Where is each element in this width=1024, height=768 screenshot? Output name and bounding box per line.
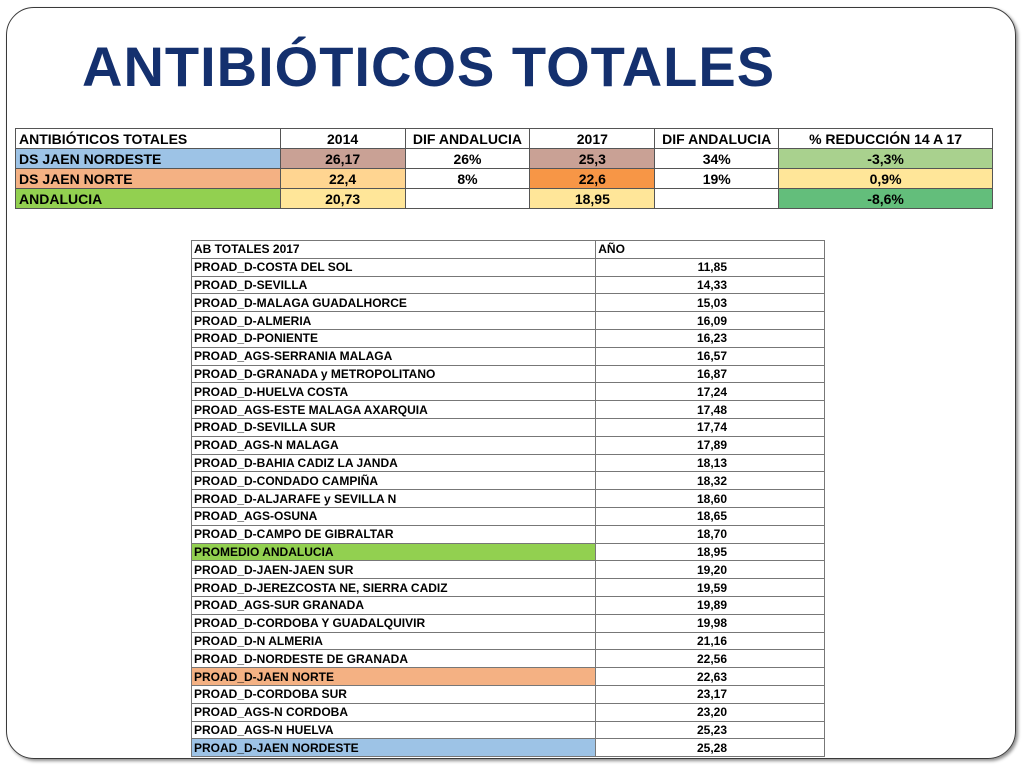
ranking-name: PROAD_D-N ALMERIA	[192, 632, 596, 650]
ranking-row	[192, 739, 825, 757]
ranking-value: 23,17	[596, 685, 825, 703]
summary-header-cell: DIF ANDALUCIA	[655, 129, 779, 149]
summary-cell: 26,17	[280, 149, 405, 169]
ranking-name: PROAD_D-BAHIA CADIZ LA JANDA	[192, 454, 596, 472]
ranking-value: 23,20	[596, 703, 825, 721]
ranking-name: PROAD_D-SEVILLA SUR	[192, 418, 596, 436]
ranking-value: 18,32	[596, 472, 825, 490]
summary-cell: 22,4	[280, 169, 405, 189]
ranking-name: PROAD_AGS-SERRANIA MALAGA	[192, 347, 596, 365]
ranking-name: PROAD_D-CORDOBA Y GUADALQUIVIR	[192, 614, 596, 632]
ranking-value: 16,87	[596, 365, 825, 383]
ranking-value: 22,56	[596, 650, 825, 668]
ranking-name: PROAD_D-ALMERIA	[192, 312, 596, 330]
ranking-header-cell: AB TOTALES 2017	[192, 241, 596, 259]
ranking-name: PROAD_D-CAMPO DE GIBRALTAR	[192, 525, 596, 543]
ranking-value: 14,33	[596, 276, 825, 294]
summary-cell: 20,73	[280, 189, 405, 209]
ranking-row	[192, 507, 825, 525]
ranking-name: PROAD_D-CORDOBA SUR	[192, 685, 596, 703]
ranking-row	[192, 650, 825, 668]
ranking-value: 11,85	[596, 258, 825, 276]
summary-cell: 19%	[655, 169, 779, 189]
ranking-header-row	[192, 241, 825, 259]
summary-header-cell: DIF ANDALUCIA	[405, 129, 530, 149]
summary-cell: 26%	[405, 149, 530, 169]
ranking-row	[192, 543, 825, 561]
ranking-row	[192, 365, 825, 383]
ranking-row	[192, 614, 825, 632]
summary-cell: 22,6	[530, 169, 655, 189]
summary-header-cell: 2017	[530, 129, 655, 149]
summary-row	[16, 189, 993, 209]
ranking-row	[192, 258, 825, 276]
summary-cell: 34%	[655, 149, 779, 169]
ranking-row	[192, 685, 825, 703]
ranking-value: 17,74	[596, 418, 825, 436]
ranking-value: 17,24	[596, 383, 825, 401]
ranking-row	[192, 418, 825, 436]
ranking-row	[192, 472, 825, 490]
ranking-value: 17,48	[596, 401, 825, 419]
summary-row-label: ANDALUCIA	[16, 189, 281, 209]
ranking-value: 17,89	[596, 436, 825, 454]
summary-row	[16, 149, 993, 169]
ranking-row	[192, 561, 825, 579]
ranking-value: 19,59	[596, 579, 825, 597]
ranking-name: PROAD_D-JAEN NORTE	[192, 668, 596, 686]
ranking-row	[192, 401, 825, 419]
ranking-value: 19,98	[596, 614, 825, 632]
ranking-name: PROAD_D-MALAGA GUADALHORCE	[192, 294, 596, 312]
ranking-name: PROAD_AGS-ESTE MALAGA AXARQUIA	[192, 401, 596, 419]
ranking-row	[192, 294, 825, 312]
ranking-name: PROAD_AGS-N HUELVA	[192, 721, 596, 739]
ranking-row	[192, 312, 825, 330]
ranking-value: 25,23	[596, 721, 825, 739]
slide-title: ANTIBIÓTICOS TOTALES	[82, 35, 776, 98]
ranking-row	[192, 668, 825, 686]
ranking-header-cell: AÑO	[596, 241, 825, 259]
ranking-value: 16,23	[596, 329, 825, 347]
ranking-name: PROAD_D-NORDESTE DE GRANADA	[192, 650, 596, 668]
ranking-name: PROAD_D-SEVILLA	[192, 276, 596, 294]
ranking-name: PROAD_D-ALJARAFE y SEVILLA N	[192, 490, 596, 508]
ranking-name: PROAD_D-JAEN NORDESTE	[192, 739, 596, 757]
ranking-name: PROAD_D-JEREZCOSTA NE, SIERRA CADIZ	[192, 579, 596, 597]
ranking-name: PROAD_D-JAEN-JAEN SUR	[192, 561, 596, 579]
summary-cell: -8,6%	[779, 189, 993, 209]
ranking-value: 18,65	[596, 507, 825, 525]
ranking-row	[192, 329, 825, 347]
ranking-value: 18,60	[596, 490, 825, 508]
ranking-value: 18,70	[596, 525, 825, 543]
ranking-row	[192, 632, 825, 650]
summary-row	[16, 169, 993, 189]
ranking-row	[192, 276, 825, 294]
summary-header-cell: ANTIBIÓTICOS TOTALES	[16, 129, 281, 149]
ranking-name: PROAD_D-PONIENTE	[192, 329, 596, 347]
ranking-value: 16,57	[596, 347, 825, 365]
summary-header-row	[16, 129, 993, 149]
ranking-row	[192, 436, 825, 454]
ranking-name: PROAD_AGS-OSUNA	[192, 507, 596, 525]
ranking-name: PROAD_D-CONDADO CAMPIÑA	[192, 472, 596, 490]
ranking-name: PROAD_D-HUELVA COSTA	[192, 383, 596, 401]
ranking-value: 25,28	[596, 739, 825, 757]
ranking-row	[192, 721, 825, 739]
summary-cell	[405, 189, 530, 209]
summary-row-label: DS JAEN NORTE	[16, 169, 281, 189]
summary-row-label: DS JAEN NORDESTE	[16, 149, 281, 169]
summary-cell: -3,3%	[779, 149, 993, 169]
ranking-value: 18,13	[596, 454, 825, 472]
summary-cell: 0,9%	[779, 169, 993, 189]
ranking-value: 16,09	[596, 312, 825, 330]
ranking-name: PROAD_AGS-SUR GRANADA	[192, 596, 596, 614]
ranking-row	[192, 383, 825, 401]
summary-header-cell: % REDUCCIÓN 14 A 17	[779, 129, 993, 149]
ranking-value: 18,95	[596, 543, 825, 561]
summary-header-cell: 2014	[280, 129, 405, 149]
summary-cell	[655, 189, 779, 209]
ranking-name: PROAD_D-GRANADA y METROPOLITANO	[192, 365, 596, 383]
ranking-value: 19,20	[596, 561, 825, 579]
ranking-value: 15,03	[596, 294, 825, 312]
ranking-name: PROAD_D-COSTA DEL SOL	[192, 258, 596, 276]
ranking-value: 19,89	[596, 596, 825, 614]
ranking-row	[192, 454, 825, 472]
ranking-row	[192, 579, 825, 597]
ranking-name: PROAD_AGS-N MALAGA	[192, 436, 596, 454]
ranking-value: 21,16	[596, 632, 825, 650]
ranking-row	[192, 596, 825, 614]
ranking-value: 22,63	[596, 668, 825, 686]
ranking-table	[191, 240, 825, 757]
summary-cell: 25,3	[530, 149, 655, 169]
summary-table	[15, 128, 993, 209]
ranking-row	[192, 703, 825, 721]
summary-cell: 18,95	[530, 189, 655, 209]
ranking-name: PROAD_AGS-N CORDOBA	[192, 703, 596, 721]
ranking-row	[192, 490, 825, 508]
ranking-name: PROMEDIO ANDALUCIA	[192, 543, 596, 561]
summary-cell: 8%	[405, 169, 530, 189]
ranking-row	[192, 347, 825, 365]
ranking-row	[192, 525, 825, 543]
